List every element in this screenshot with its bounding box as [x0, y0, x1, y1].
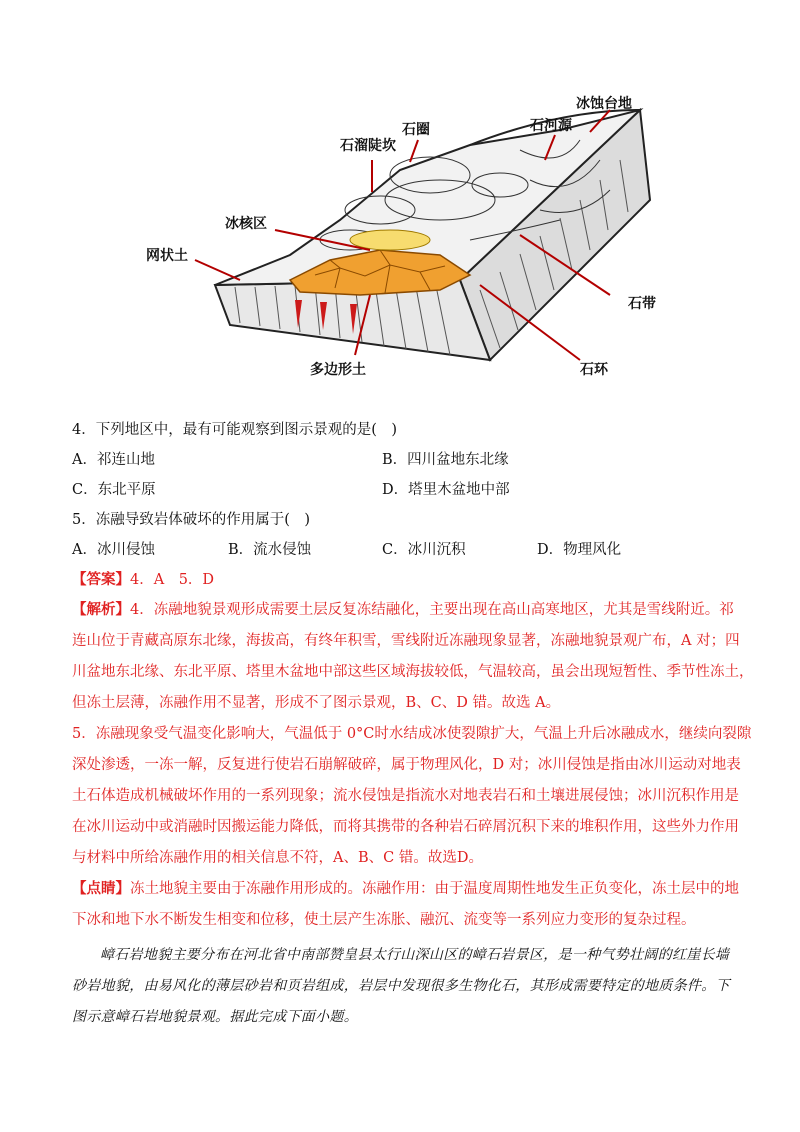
answer-text: 4．A 5．D: [130, 572, 215, 588]
question-4-option-c: C．东北平原: [72, 482, 156, 498]
question-4-option-d: D．塔里木盆地中部: [382, 482, 510, 498]
analysis-line-9: 与材料中所给冻融作用的相关信息不符，A、B、C 错。故选D。: [72, 850, 483, 866]
label-stone-ring: 石环: [580, 362, 608, 378]
analysis-line-8: 在冰川运动中或消融时因搬运能力降低，而将其携带的各种岩石碎屑沉积下来的堆积作用，这些外力作用: [72, 819, 739, 835]
question-4-stem: 4．下列地区中，最有可能观察到图示景观的是( ): [72, 422, 398, 438]
label-stone-river-source: 石河源: [530, 118, 572, 134]
analysis-line-6: 深处渗透，一冻一解，反复进行使岩石崩解破碎，属于物理风化，D 对；冰川侵蚀是指由冰川运动对地表: [72, 757, 741, 773]
label-stone-circle: 石圈: [402, 122, 430, 138]
analysis-line-2: 连山位于青藏高原东北缘，海拔高，有终年积雪，雪线附近冻融现象显著，冻融地貌景观广布，A 对；四: [72, 633, 740, 649]
question-4-option-b: B．四川盆地东北缘: [382, 452, 509, 468]
tip-tag: 【点睛】: [72, 880, 130, 897]
question-5-stem: 5．冻融导致岩体破坏的作用属于( ): [72, 512, 311, 528]
analysis-text-1: 4．冻融地貌景观形成需要土层反复冻结融化，主要出现在高山高寒地区，尤其是雪线附近。祁: [130, 602, 734, 618]
next-question-intro: [72, 940, 732, 1033]
analysis-line-1: [72, 600, 734, 620]
label-stone-belt: 石带: [628, 296, 656, 312]
analysis-line-7: 土石体造成机械破坏作用的一系列现象；流水侵蚀是指流水对地表岩石和土壤进展侵蚀；冰川沉积作用是: [72, 788, 739, 804]
analysis-line-5: 5．冻融现象受气温变化影响大，气温低于 0°C时水结成冰使裂隙扩大，气温上升后冰融成水，继续向裂隙: [72, 726, 752, 742]
question-5-option-c: C．冰川沉积: [382, 542, 466, 558]
question-5-option-b: B．流水侵蚀: [228, 542, 312, 558]
periglacial-landform-figure: [140, 90, 670, 390]
question-5-option-a: A．冰川侵蚀: [72, 542, 155, 558]
tip-line-1: [72, 879, 739, 899]
answer-line: [72, 570, 214, 590]
tip-line-2: 下冰和地下水不断发生相变和位移，使土层产生冻胀、融沉、流变等一系列应力变形的复杂过程。: [72, 912, 696, 928]
analysis-line-3: 川盆地东北缘、东北平原、塔里木盆地中部这些区域海拔较低，气温较高，虽会出现短暂性、季节性冻土，: [72, 664, 754, 680]
tip-text-1: 冻土地貌主要由于冻融作用形成的。冻融作用：由于温度周期性地发生正负变化，冻土层中的地: [130, 881, 739, 897]
intro-line-1: 嶂石岩地貌主要分布在河北省中南部赞皇县太行山深山区的嶂石岩景区，是一种气势壮阔的红崖长墙: [100, 947, 730, 963]
intro-line-2: 砂岩地貌，由易风化的薄层砂岩和页岩组成，岩层中发现很多生物化石，其形成需要特定的地质条件。下: [72, 978, 730, 994]
intro-line-3: 图示意嶂石岩地貌景观。据此完成下面小题。: [72, 1009, 358, 1025]
label-stone-stripe-slope: 石溜陡坎: [340, 138, 396, 154]
label-ice-core-zone: 冰核区: [225, 216, 267, 232]
answer-tag: 【答案】: [72, 571, 130, 588]
analysis-tag: 【解析】: [72, 601, 130, 618]
label-net-soil: 网状土: [146, 248, 188, 264]
label-polygon-soil: 多边形土: [310, 362, 366, 378]
label-ice-erosion-platform: 冰蚀台地: [576, 96, 632, 112]
question-5-option-d: D．物理风化: [537, 542, 622, 558]
analysis-line-4: 但冻土层薄，冻融作用不显著，形成不了图示景观，B、C、D 错。故选 A。: [72, 695, 561, 711]
question-4-option-a: A．祁连山地: [72, 452, 155, 468]
